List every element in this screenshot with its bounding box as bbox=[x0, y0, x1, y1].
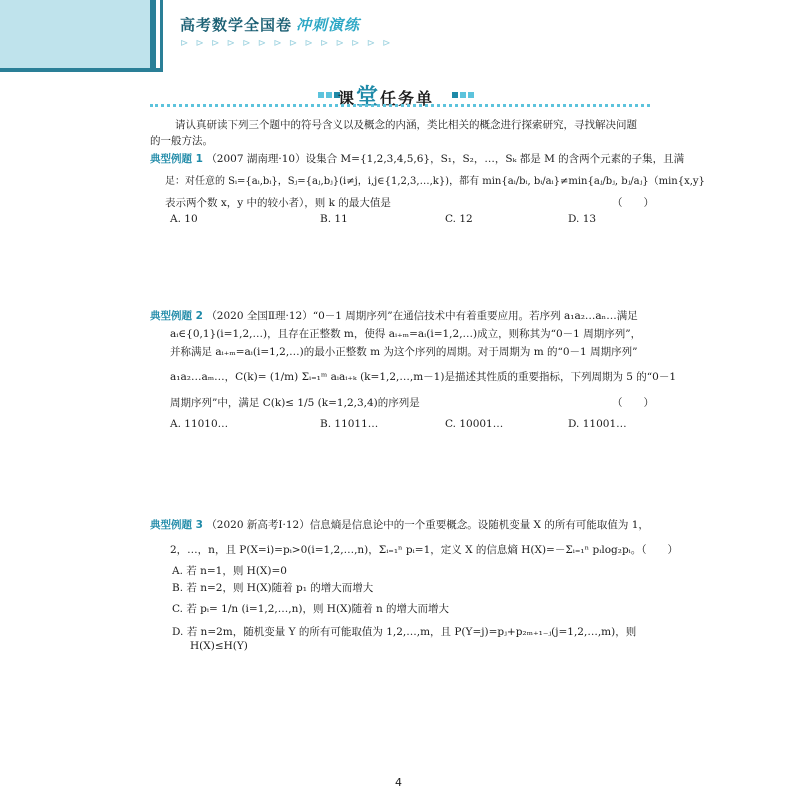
q3-line-2: 2，…，n，且 P(X=i)=pᵢ>0(i=1,2,…,n)，Σᵢ₌₁ⁿ pᵢ=1，定义 X 的信息熵 H(X)=－Σᵢ₌₁ⁿ pᵢlog₂pᵢ。（ ） bbox=[170, 544, 679, 556]
q3-option-b: B. 若 n=2，则 H(X)随着 p₁ 的增大而增大 bbox=[172, 582, 374, 594]
q1-text-1: （2007 湖南理·10）设集合 M={1,2,3,4,5,6}，S₁，S₂，…，Sₖ 都是 M 的含两个元素的子集，且满 bbox=[206, 153, 685, 165]
intro-line-1: 请认真研读下列三个题中的符号含义以及概念的内涵，类比相关的概念进行探索研究，寻找解决问题 bbox=[175, 119, 637, 131]
q3-option-d-line-2: H(X)≤H(Y) bbox=[190, 640, 248, 652]
section-deco-right bbox=[452, 92, 474, 98]
q1-line-3: 表示两个数 x，y 中的较小者），则 k 的最大值是 bbox=[165, 197, 391, 209]
q2-line-3: 并称满足 aᵢ₊ₘ=aᵢ(i=1,2,…)的最小正整数 m 为这个序列的周期。对于周期为 m 的“0－1 周期序列” bbox=[170, 346, 638, 358]
section-dotted-divider bbox=[150, 104, 650, 107]
section-title-big: 堂 bbox=[356, 84, 381, 110]
section-title-post: 任务单 bbox=[380, 89, 435, 108]
page-number: 4 bbox=[395, 776, 402, 789]
book-title bbox=[180, 14, 360, 35]
book-title-accent: 冲刺演练 bbox=[296, 16, 361, 34]
q2-option-d: D. 11001… bbox=[568, 418, 627, 430]
q3-text-1: （2020 新高考Ⅰ·12）信息熵是信息论中的一个重要概念。设随机变量 X 的所有可能取值为 1， bbox=[206, 519, 649, 531]
q2-text-1: （2020 全国Ⅱ理·12）“0－1 周期序列”在通信技术中有着重要应用。若序列 a₁a₂…aₙ…满足 bbox=[206, 310, 638, 322]
section-deco-left bbox=[318, 92, 340, 98]
q2-option-c: C. 10001… bbox=[445, 418, 504, 430]
q2-line-2: aᵢ∈{0,1}(i=1,2,…)，且存在正整数 m，使得 aᵢ₊ₘ=aᵢ(i=1,2,…)成立，则称其为“0－1 周期序列”， bbox=[170, 328, 642, 340]
q3-label: 典型例题 3 bbox=[150, 519, 203, 531]
q1-option-b: B. 11 bbox=[320, 213, 348, 225]
section-title-pre: 课 bbox=[338, 89, 357, 108]
q1-option-c: C. 12 bbox=[445, 213, 473, 225]
q2-option-b: B. 11011… bbox=[320, 418, 379, 430]
header-arrow-decoration: ⊳ ⊳ ⊳ ⊳ ⊳ ⊳ ⊳ ⊳ ⊳ ⊳ ⊳ ⊳ ⊳ ⊳ bbox=[180, 38, 393, 49]
q3-option-c: C. 若 pᵢ= 1/n (i=1,2,…,n)，则 H(X)随着 n 的增大而增大 bbox=[172, 603, 450, 615]
q1-line-2: 足：对任意的 Sᵢ={aᵢ,bᵢ}，Sⱼ={aⱼ,bⱼ}(i≠j，i,j∈{1,2,3,…,k})，都有 min{aᵢ/bᵢ, bᵢ/aᵢ}≠min{aⱼ/bⱼ, bⱼ/aⱼ}（min{x,y} bbox=[165, 176, 705, 187]
q2-option-a: A. 11010… bbox=[170, 418, 229, 430]
header-band bbox=[0, 0, 150, 68]
q1-label: 典型例题 1 bbox=[150, 153, 203, 165]
header-rule-bottom bbox=[0, 68, 163, 72]
book-title-main: 高考数学全国卷 bbox=[180, 16, 293, 34]
q2-label: 典型例题 2 bbox=[150, 310, 203, 322]
q3-option-a: A. 若 n=1，则 H(X)=0 bbox=[172, 565, 287, 577]
q3-option-d-line-1: D. 若 n=2m，随机变量 Y 的所有可能取值为 1,2,…,m，且 P(Y=j)=pⱼ+p₂ₘ₊₁₋ⱼ(j=1,2,…,m)，则 bbox=[172, 626, 637, 638]
q1-option-a: A. 10 bbox=[170, 213, 198, 225]
intro-line-2: 的一般方法。 bbox=[150, 135, 213, 147]
q2-line-5: 周期序列”中，满足 C(k)≤ 1/5 (k=1,2,3,4)的序列是 bbox=[170, 397, 420, 409]
q2-line-1 bbox=[150, 309, 638, 323]
q2-answer-paren: （ ） bbox=[612, 397, 654, 409]
header-rule-thin bbox=[160, 0, 163, 68]
q1-line-1 bbox=[150, 152, 684, 166]
header-rule-thick bbox=[150, 0, 156, 68]
q1-answer-paren: （ ） bbox=[612, 197, 654, 209]
q2-line-4: a₁a₂…aₘ…，C(k)= (1/m) Σᵢ₌₁ᵐ aᵢaᵢ₊ₖ (k=1,2,…,m－1)是描述其性质的重要指标，下列周期为 5 的“0－1 bbox=[170, 371, 677, 383]
q1-option-d: D. 13 bbox=[568, 213, 597, 225]
q3-line-1 bbox=[150, 518, 649, 532]
